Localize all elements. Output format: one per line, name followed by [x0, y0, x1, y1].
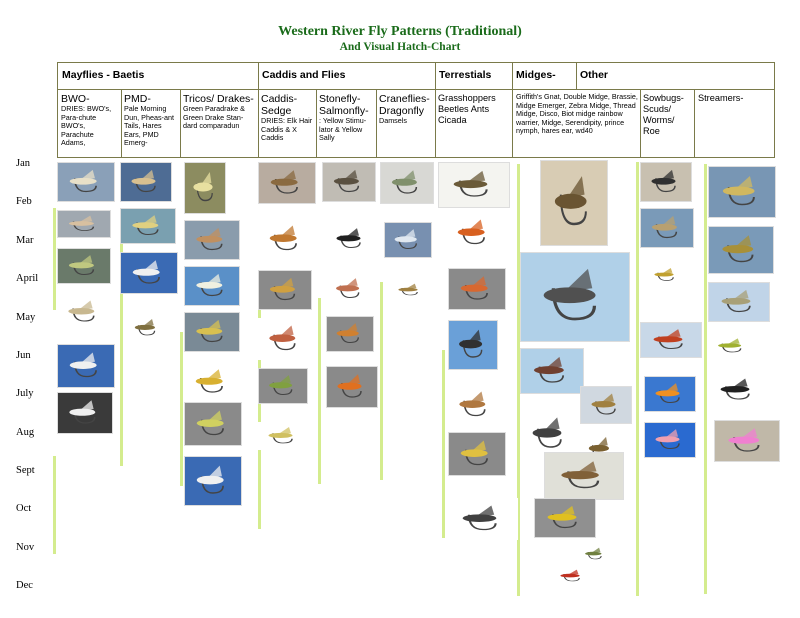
fly-icon [327, 317, 373, 351]
fly-icon [641, 323, 701, 357]
fly-pattern-photo [644, 422, 696, 458]
fly-icon [708, 334, 756, 358]
group-separator [640, 89, 641, 157]
fly-pattern-photo [580, 386, 632, 424]
month-jun: Jun [16, 350, 31, 361]
fly-icon [535, 499, 595, 537]
fly-icon [446, 212, 502, 254]
fly-icon [641, 209, 693, 247]
fly-pattern-photo [120, 252, 178, 294]
group-separator [258, 63, 259, 157]
fly-icon [449, 269, 505, 309]
column-name: PMD- [124, 93, 151, 105]
fly-pattern-photo [326, 366, 378, 408]
column-separator [316, 89, 317, 157]
fly-icon [121, 163, 171, 201]
fly-icon [184, 362, 240, 402]
fly-pattern-photo [644, 376, 696, 412]
fly-pattern-photo [258, 162, 316, 204]
fly-pattern-photo [544, 452, 624, 500]
fly-pattern-photo [384, 222, 432, 258]
fly-icon [258, 422, 308, 450]
fly-pattern-photo [708, 372, 768, 408]
group-separator [435, 63, 436, 157]
hatch-bar-terrestrials [442, 350, 445, 538]
fly-pattern-photo [184, 220, 240, 260]
header-divider [58, 89, 774, 90]
month-aug: Aug [16, 427, 35, 438]
fly-pattern-photo [540, 160, 608, 246]
fly-pattern-photo [184, 312, 240, 352]
fly-icon [185, 403, 241, 445]
fly-pattern-photo [640, 208, 694, 248]
fly-icon [259, 369, 307, 403]
column-detail: : Yellow Stimu-lator & Yellow Sally [319, 116, 367, 143]
fly-pattern-photo [258, 218, 314, 260]
column-detail: Streamers- [698, 93, 744, 103]
fly-icon [390, 280, 430, 300]
column-midges [516, 93, 638, 136]
fly-pattern-photo [57, 392, 113, 434]
fly-icon [323, 163, 375, 201]
fly-icon [646, 264, 686, 286]
group-terrestrials: Terrestials [439, 69, 492, 81]
fly-icon [58, 163, 114, 201]
month-mar: Mar [16, 235, 34, 246]
fly-icon [645, 423, 695, 457]
fly-pattern-photo [448, 384, 502, 426]
column-name: Caddis-Sedge [261, 93, 298, 117]
fly-pattern-photo [438, 162, 510, 208]
fly-pattern-photo [126, 314, 168, 342]
column-streamers [698, 93, 773, 104]
fly-icon [121, 209, 175, 243]
fly-pattern-photo [326, 272, 374, 306]
column-separator [180, 89, 181, 157]
fly-icon [521, 349, 583, 393]
fly-icon [121, 253, 177, 293]
fly-icon [185, 163, 225, 213]
fly-pattern-photo [184, 162, 226, 214]
fly-pattern-photo [708, 334, 756, 358]
hatch-bar-cranefly [380, 282, 383, 480]
fly-icon [58, 211, 110, 237]
fly-pattern-photo [57, 248, 111, 284]
fly-icon [58, 345, 114, 387]
column-separator [121, 89, 122, 157]
fly-icon [448, 498, 518, 540]
column-detail: Damsels [379, 116, 407, 125]
group-midges: Midges- [516, 69, 556, 81]
column-cranefly [379, 93, 435, 126]
column-detail: DRIES: Elk Hair Caddis & X Caddis [261, 116, 313, 143]
fly-icon [541, 161, 607, 245]
hatch-bar-tricos [180, 332, 183, 486]
fly-pattern-photo [640, 322, 702, 358]
fly-icon [581, 387, 631, 423]
hatch-bar-stonefly [318, 298, 321, 484]
column-detail: Griffith's Gnat, Double Midge, Brassie, Midge Emerger, Zebra Midge, Thread Midge, Disco, Biot midge rainbow warrier, Midge, Serendipity, prince nymph, hares ear, wd40 [516, 92, 638, 136]
fly-pattern-photo [448, 268, 506, 310]
group-other: Other [580, 69, 609, 81]
fly-pattern-photo [708, 166, 776, 218]
fly-pattern-photo [184, 362, 240, 402]
column-terrestrials [438, 93, 510, 126]
month-jan: Jan [16, 158, 30, 169]
hatch-bar-bwo-spring [53, 208, 56, 310]
fly-icon [185, 221, 239, 259]
fly-icon [439, 163, 509, 207]
fly-pattern-photo [708, 282, 770, 322]
fly-pattern-photo [184, 456, 242, 506]
fly-icon [449, 321, 497, 369]
fly-pattern-photo [380, 162, 434, 204]
fly-icon [57, 294, 111, 330]
column-tricos [183, 93, 257, 131]
fly-icon [185, 313, 239, 351]
fly-pattern-photo [258, 318, 312, 360]
column-detail: DRIES: BWO's, Para-chute BWO's, Parachute Adams, [61, 104, 112, 148]
column-name: Craneflies-Dragonfly [379, 93, 430, 117]
fly-pattern-photo [120, 208, 176, 244]
column-name: BWO- [61, 93, 90, 105]
fly-icon [708, 372, 768, 408]
fly-pattern-photo [708, 226, 774, 274]
fly-pattern-photo [520, 252, 630, 342]
fly-pattern-photo [120, 162, 172, 202]
group-separator [576, 63, 577, 89]
chart-title: Western River Fly Patterns (Traditional) [278, 24, 522, 39]
fly-pattern-photo [578, 544, 612, 564]
hatch-bar-pmd [120, 212, 123, 466]
hatch-bar-sowbugs [636, 162, 639, 596]
fly-pattern-photo [446, 212, 502, 254]
column-separator [694, 89, 695, 157]
fly-icon [259, 163, 315, 203]
group-separator [512, 63, 513, 157]
month-july: July [16, 388, 34, 399]
column-detail: Green Paradrake & Green Drake Stan-dard comparadun [183, 104, 245, 131]
column-detail: Pale Morning Dun, Pheas-ant Tails, Hares Ears, PMD Emerg- [124, 104, 174, 148]
month-april: April [16, 273, 39, 284]
column-detail: Sowbugs-Scuds/ Worms/ Roe [643, 93, 684, 136]
fly-icon [709, 167, 775, 217]
fly-icon [58, 393, 112, 433]
month-sept: Sept [16, 465, 35, 476]
fly-icon [259, 271, 311, 309]
fly-icon [326, 272, 374, 306]
fly-pattern-photo [520, 348, 584, 394]
fly-icon [126, 314, 168, 342]
fly-pattern-photo [552, 566, 592, 586]
fly-icon [381, 163, 433, 203]
column-separator [376, 89, 377, 157]
fly-pattern-photo [57, 162, 115, 202]
fly-icon [709, 227, 773, 273]
fly-icon [449, 433, 505, 475]
fly-pattern-photo [326, 222, 376, 256]
column-detail: Grasshoppers Beetles Ants Cicada [438, 93, 496, 125]
fly-icon [645, 377, 695, 411]
month-nov: Nov [16, 542, 35, 553]
fly-pattern-photo [258, 422, 308, 450]
fly-icon [552, 566, 592, 586]
fly-pattern-photo [184, 402, 242, 446]
fly-pattern-photo [326, 316, 374, 352]
month-dec: Dec [16, 580, 33, 591]
fly-icon [326, 222, 376, 256]
hatch-bar-streamers [704, 164, 707, 594]
fly-pattern-photo [448, 498, 518, 540]
fly-pattern-photo [57, 210, 111, 238]
fly-icon [385, 223, 431, 257]
column-sowbugs [643, 93, 693, 137]
column-stonefly [319, 93, 375, 143]
fly-icon [715, 421, 779, 461]
fly-icon [709, 283, 769, 321]
column-name: Stonefly-Salmonfly- [319, 93, 369, 117]
fly-pattern-photo [640, 162, 692, 202]
fly-pattern-photo [184, 266, 240, 306]
fly-icon [185, 267, 239, 305]
group-mayflies: Mayflies - Baetis [62, 69, 145, 81]
hatch-bar-bwo-fall [53, 456, 56, 554]
fly-icon [545, 453, 623, 499]
column-name: Tricos/ Drakes- [183, 93, 254, 105]
fly-pattern-photo [714, 420, 780, 462]
fly-pattern-photo [57, 294, 111, 330]
fly-pattern-photo [534, 498, 596, 538]
month-oct: Oct [16, 503, 32, 514]
fly-pattern-photo [390, 280, 430, 300]
fly-pattern-photo [258, 368, 308, 404]
fly-pattern-photo [258, 270, 312, 310]
column-pmd [124, 93, 179, 148]
fly-icon [641, 163, 691, 201]
header-table [57, 62, 775, 158]
chart-subtitle: And Visual Hatch-Chart [339, 41, 461, 53]
fly-icon [258, 318, 312, 360]
fly-icon [327, 367, 377, 407]
fly-icon [521, 253, 629, 341]
fly-icon [58, 249, 110, 283]
fly-icon [258, 218, 314, 260]
fly-icon [185, 457, 241, 505]
fly-pattern-photo [322, 162, 376, 202]
fly-pattern-photo [646, 264, 686, 286]
column-bwo [61, 93, 119, 148]
month-may: May [16, 312, 36, 323]
month-feb: Feb [16, 196, 32, 207]
fly-icon [448, 384, 502, 426]
fly-icon [578, 544, 612, 564]
column-caddis [261, 93, 315, 143]
fly-pattern-photo [57, 344, 115, 388]
group-caddis: Caddis and Flies [262, 69, 346, 81]
fly-pattern-photo [448, 432, 506, 476]
fly-pattern-photo [448, 320, 498, 370]
